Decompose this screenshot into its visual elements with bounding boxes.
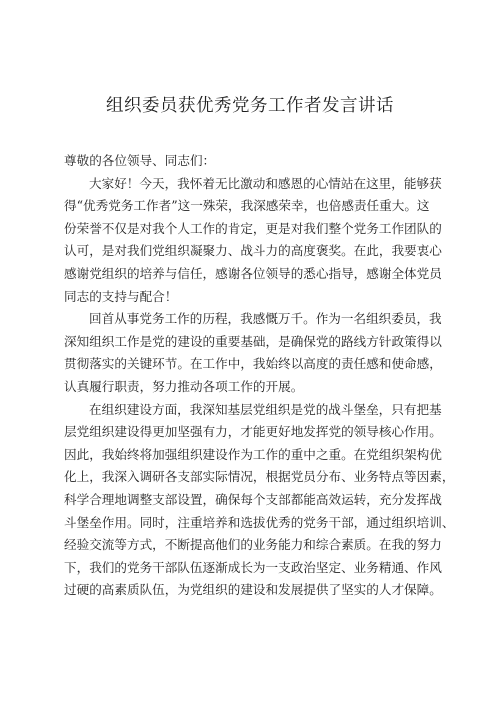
paragraph-line: 化上，我深入调研各支部实际情况，根据党员分布、业务特点等因素，	[64, 469, 455, 485]
salutation: 尊敬的各位领导、同志们：	[64, 153, 216, 168]
paragraph-line: 深知组织工作是党的建设的重要基础，是确保党的路线方针政策得以	[64, 333, 442, 349]
paragraph-line: 经验交流等方式，不断提高他们的业务能力和综合素质。在我的努力	[64, 537, 442, 553]
paragraph-line: 过硬的高素质队伍，为党组织的建设和发展提供了坚实的人才保障。	[64, 582, 442, 598]
paragraph-line: 斗堡垒作用。同时，注重培养和选拔优秀的党务干部，通过组织培训、	[64, 514, 455, 530]
paragraph-line: 回首从事党务工作的历程，我感慨万千。作为一名组织委员，我	[89, 311, 442, 327]
paragraph-line: 贯彻落实的关键环节。在工作中，我始终以高度的责任感和使命感，	[64, 356, 442, 372]
paragraph-line: 感谢党组织的培养与信任，感谢各位领导的悉心指导，感谢全体党员	[64, 265, 442, 281]
paragraph-1	[64, 173, 454, 309]
paragraph-line: 层党组织建设得更加坚强有力，才能更好地发挥党的领导核心作用。	[64, 424, 442, 440]
paragraph-line: 大家好！今天，我怀着无比激动和感恩的心情站在这里，能够获	[89, 175, 442, 191]
paragraph-line: 认真履行职责，努力推动各项工作的开展。	[64, 378, 304, 394]
paragraph-line: 下，我们的党务干部队伍逐渐成长为一支政治坚定、业务精通、作风	[64, 559, 442, 575]
paragraph-line: 得“优秀党务工作者”这一殊荣，我深感荣幸，也倍感责任重大。这	[64, 198, 430, 214]
paragraph-3	[64, 399, 454, 602]
document-title: 组织委员获优秀党务工作者发言讲话	[106, 96, 394, 116]
document-body	[64, 150, 454, 602]
paragraph-line: 份荣誉不仅是对我个人工作的肯定，更是对我们整个党务工作团队的	[64, 220, 442, 236]
paragraph-line: 同志的支持与配合！	[64, 288, 178, 304]
paragraph-line: 因此，我始终将加强组织建设作为工作的重中之重。在党组织架构优	[64, 446, 442, 462]
paragraph-line: 认可，是对我们党组织凝聚力、战斗力的高度褒奖。在此，我要衷心	[64, 243, 442, 259]
paragraph-line: 科学合理地调整支部设置，确保每个支部都能高效运转，充分发挥战	[64, 491, 442, 507]
paragraph-2	[64, 308, 454, 398]
paragraph-line: 在组织建设方面，我深知基层党组织是党的战斗堡垒，只有把基	[89, 401, 442, 417]
